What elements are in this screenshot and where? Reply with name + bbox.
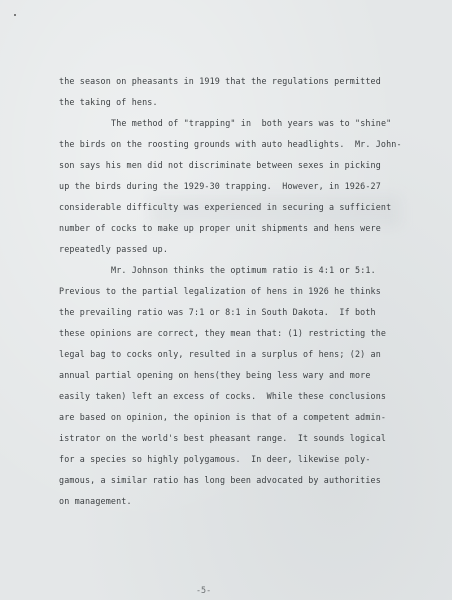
text-line-10: Mr. Johnson thinks the optimum ratio is 4:1 or 5:1.: [111, 265, 376, 275]
text-line-5: son says his men did not discriminate between sexes in picking: [59, 160, 381, 170]
text-line-4: the birds on the roosting grounds with auto headlights. Mr. John-: [59, 139, 402, 149]
text-line-3: The method of "trapping" in both years was to "shine": [111, 118, 392, 128]
paper-speck: [14, 14, 16, 16]
text-line-21: on management.: [59, 496, 132, 506]
text-line-20: gamous, a similar ratio has long been advocated by authorities: [59, 475, 381, 485]
page-number: -5-: [196, 585, 212, 595]
text-line-12: the prevailing ratio was 7:1 or 8:1 in South Dakota. If both: [59, 307, 376, 317]
text-line-15: annual partial opening on hens(they being less wary and more: [59, 370, 371, 380]
text-line-13: these opinions are correct, they mean that: (1) restricting the: [59, 328, 387, 338]
text-line-19: for a species so highly polygamous. In deer, likewise poly-: [59, 454, 371, 464]
text-line-14: legal bag to cocks only, resulted in a surplus of hens; (2) an: [59, 349, 381, 359]
text-line-8: number of cocks to make up proper unit shipments and hens were: [59, 223, 381, 233]
text-line-18: istrator on the world's best pheasant range. It sounds logical: [59, 433, 387, 443]
text-line-17: are based on opinion, the opinion is that of a competent admin-: [59, 412, 387, 422]
text-line-9: repeatedly passed up.: [59, 244, 169, 254]
text-line-6: up the birds during the 1929-30 trapping. However, in 1926-27: [59, 181, 381, 191]
text-line-1: the season on pheasants in 1919 that the regulations permitted: [59, 76, 381, 86]
text-line-16: easily taken) left an excess of cocks. While these conclusions: [59, 391, 387, 401]
text-line-2: the taking of hens.: [59, 97, 158, 107]
text-line-11: Previous to the partial legalization of hens in 1926 he thinks: [59, 286, 381, 296]
text-line-7: considerable difficulty was experienced in securing a sufficient: [59, 202, 392, 212]
